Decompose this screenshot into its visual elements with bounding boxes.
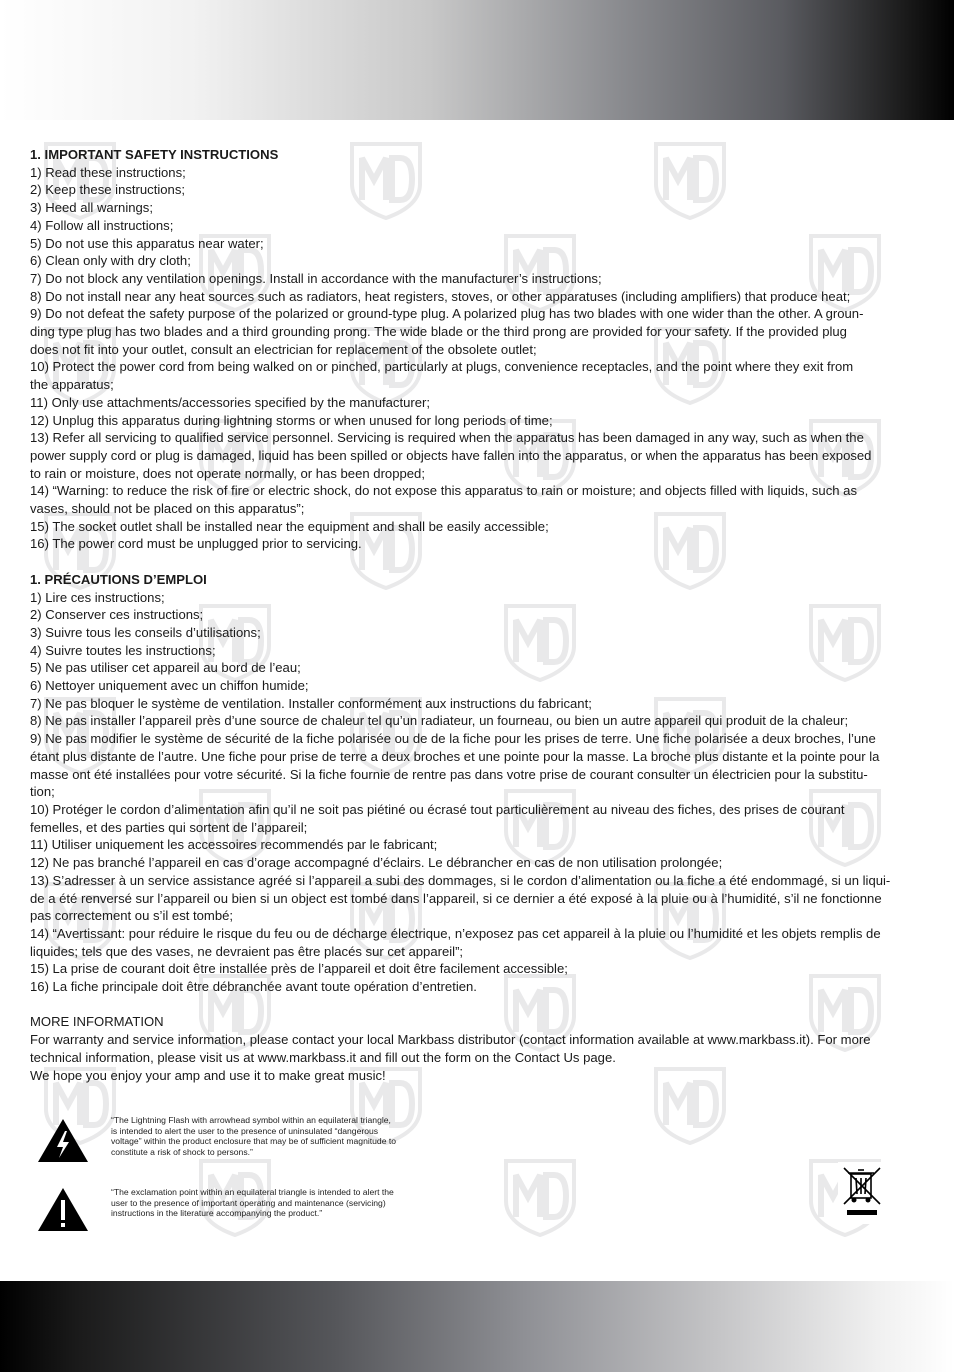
header-gradient-band bbox=[0, 0, 954, 120]
more-info-text bbox=[30, 1031, 922, 1084]
text-line: 10) Protect the power cord from being walked on or pinched, particularly at plugs, convenience receptacles, and the point where they exit from bbox=[30, 359, 854, 375]
text-line: 9) Ne pas modifier le système de sécurité de la fiche polarisée ou de de la fiche pour les prises de terre. Une fiche polarisée a deux broches, l’une bbox=[30, 731, 876, 747]
text-line: étant plus distante de l’autre. Une fiche pour prise de terre a deux broches et une pointe pour la masse. La broche plus distante et la pointe pour la bbox=[30, 748, 880, 764]
text-line: femelles, et des parties qui sortent de l’appareil; bbox=[30, 819, 308, 835]
section-heading-more-info: MORE INFORMATION bbox=[30, 1014, 164, 1030]
safety-document bbox=[30, 146, 922, 1084]
section-heading-safety-fr: 1. PRÉCAUTIONS D’EMPLOI bbox=[30, 571, 207, 587]
text-line: 8) Ne pas installer l’appareil près d’une source de chaleur tel qu’un radiateur, un fourneau, ou bien un autre appareil qui produit de la chaleur; bbox=[30, 713, 849, 729]
safety-list-en bbox=[30, 164, 922, 553]
text-line: 16) The power cord must be unplugged prior to servicing. bbox=[30, 536, 362, 552]
text-line: 14) “Warning: to reduce the risk of fire or electric shock, do not expose this apparatus to rain or moisture; and objects filled with liquids, such as bbox=[30, 483, 858, 499]
text-line: For warranty and service information, please contact your local Markbass distributor (contact information available at www.markbass.it). For more bbox=[30, 1032, 871, 1048]
text-line: 10) Protéger le cordon d’alimentation afin qu’il ne soit pas piétiné ou écrasé tout particulièrement au niveau des fiches, des prises de courant bbox=[30, 802, 845, 817]
text-line: 7) Ne pas bloquer le système de ventilation. Installer conformément aux instructions du fabricant; bbox=[30, 695, 592, 711]
text-line: 15) The socket outlet shall be installed near the equipment and shall be easily accessible; bbox=[30, 518, 549, 534]
exclamation-warning-icon bbox=[36, 1186, 90, 1233]
text-line: 1) Lire ces instructions; bbox=[30, 589, 165, 605]
lightning-warning-icon bbox=[36, 1117, 90, 1164]
text-line: 3) Suivre tous les conseils d’utilisations; bbox=[30, 624, 261, 640]
text-line: 2) Keep these instructions; bbox=[30, 182, 186, 198]
text-line: tion; bbox=[30, 784, 55, 800]
text-line: 6) Clean only with dry cloth; bbox=[30, 253, 191, 269]
text-line: 7) Do not block any ventilation openings. Install in accordance with the manufacturer’s instructions; bbox=[30, 270, 602, 286]
notice-line: voltage” within the product enclosure that may be of sufficient magnitude to bbox=[111, 1136, 397, 1147]
notice-line: user to the presence of important operating and maintenance (servicing) bbox=[111, 1197, 386, 1208]
text-line: 11) Utiliser uniquement les accessoires recommendés par le fabricant; bbox=[30, 837, 438, 853]
text-line: 16) La fiche principale doit être débranchée avant toute opération d’entretien. bbox=[30, 979, 477, 995]
notice-line: “The Lightning Flash with arrowhead symbol within an equilateral triangle, bbox=[111, 1115, 391, 1125]
notice-line: is intended to alert the user to the presence of uninsulated “dangerous bbox=[111, 1125, 379, 1136]
text-line: 4) Suivre toutes les instructions; bbox=[30, 642, 216, 658]
text-line: 8) Do not install near any heat sources such as radiators, heat registers, stoves, or other apparatuses (including amplifiers) that produce heat; bbox=[30, 288, 851, 304]
text-line: vases, should not be placed on this apparatus”; bbox=[30, 501, 305, 517]
notice-line: “The exclamation point within an equilateral triangle is intended to alert the bbox=[111, 1187, 394, 1197]
text-line: 3) Heed all warnings; bbox=[30, 200, 153, 216]
text-line: 13) Refer all servicing to qualified service personnel. Servicing is required when the apparatus has been damaged in any way, such as when the bbox=[30, 430, 864, 446]
text-line: 2) Conserver ces instructions; bbox=[30, 607, 204, 623]
text-line: 15) La prise de courant doit être installée près de l’appareil et doit être facilement accessible; bbox=[30, 961, 568, 977]
text-line: technical information, please visit us at www.markbass.it and fill out the form on the Contact Us page. bbox=[30, 1049, 616, 1065]
md-logo-icon bbox=[500, 1157, 580, 1237]
text-line: 1) Read these instructions; bbox=[30, 164, 186, 180]
text-line: de a été renversé sur l’appareil ou bien si un object est tombé dans l’appareil, si ce dernier a été exposé à la pluie ou à l’humidité, s’il ne fonctionne bbox=[30, 890, 882, 906]
text-line: ding type plug has two blades and a third grounding prong. The wide blade or the third prong are provided for your safety. If the provided plug bbox=[30, 324, 847, 340]
notice-line: instructions in the literature accompanying the product.” bbox=[111, 1208, 323, 1219]
text-line: masse ont été installées pour votre sécurité. Si la fiche fournie de rentre pas dans votre prise de courant consulter un électricien pour la substitu- bbox=[30, 766, 868, 782]
text-line: 5) Do not use this apparatus near water; bbox=[30, 235, 264, 251]
text-line: 5) Ne pas utiliser cet appareil au bord de l’eau; bbox=[30, 660, 301, 676]
text-line: 11) Only use attachments/accessories specified by the manufacturer; bbox=[30, 394, 431, 410]
text-line: to rain or moisture, does not operate normally, or has been dropped; bbox=[30, 465, 425, 481]
notice-line: constitute a risk of shock to persons.” bbox=[111, 1146, 253, 1157]
text-line: 9) Do not defeat the safety purpose of the polarized or ground-type plug. A polarized plug has two blades with one wider than the other. A groun- bbox=[30, 306, 864, 322]
text-line: does not fit into your outlet, consult an electrician for replacement of the obsolete outlet; bbox=[30, 341, 537, 357]
exclamation-notice-text bbox=[111, 1187, 451, 1219]
footer-gradient-band bbox=[0, 1281, 954, 1372]
text-line: power supply cord or plug is damaged, liquid has been spilled or objects have fallen into the apparatus, or when the apparatus has been exposed bbox=[30, 447, 872, 463]
text-line: 6) Nettoyer uniquement avec un chiffon humide; bbox=[30, 678, 309, 694]
text-line: the apparatus; bbox=[30, 377, 114, 393]
safety-list-fr bbox=[30, 589, 922, 996]
text-line: 14) “Avertissant: pour réduire le risque du feu ou de décharge électrique, n’exposez pas cet appareil à la pluie ou l’humidité et les objets remplis de bbox=[30, 925, 881, 941]
text-line: 13) S’adresser à un service assistance agréé si l’appareil a subi des dommages, si le cordon d’alimentation ou la fiche a été endommagé, si un liqui- bbox=[30, 872, 891, 888]
text-line: liquides; tels que des vases, ne devraient pas être placés sur cet appareil”; bbox=[30, 943, 464, 959]
text-line: 12) Ne pas branché l’appareil en cas d’orage accompagné d’éclairs. Le débrancher en cas de non utilisation prolongée; bbox=[30, 855, 723, 871]
text-line: 4) Follow all instructions; bbox=[30, 217, 174, 233]
text-line: We hope you enjoy your amp and use it to make great music! bbox=[30, 1067, 386, 1083]
section-heading-safety-en: 1. IMPORTANT SAFETY INSTRUCTIONS bbox=[30, 147, 279, 162]
text-line: 12) Unplug this apparatus during lightning storms or when unused for long periods of time; bbox=[30, 412, 553, 428]
lightning-notice-text bbox=[111, 1115, 451, 1157]
text-line: pas correctement ou s’il est tombé; bbox=[30, 908, 234, 924]
crossed-bin-icon bbox=[838, 1162, 886, 1224]
